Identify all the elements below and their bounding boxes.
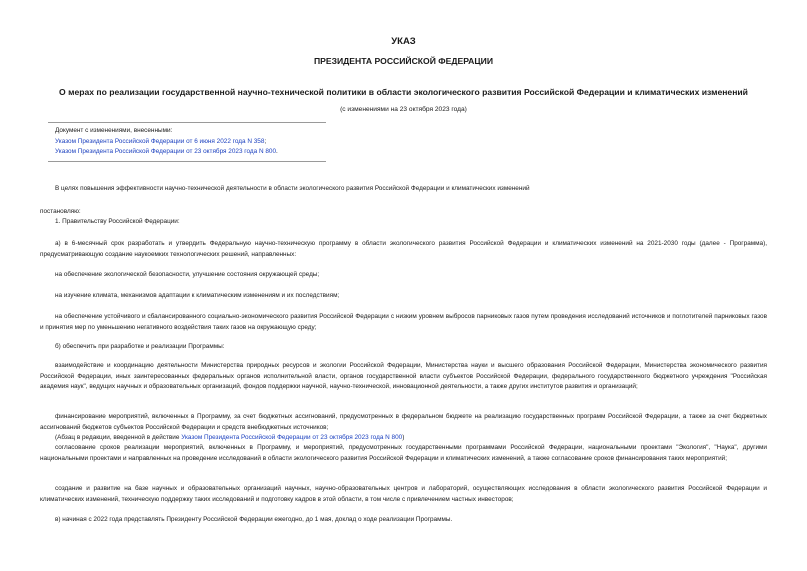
amendment-suffix: ) <box>402 434 405 441</box>
edition-note: (с изменениями на 23 октября 2023 года) <box>340 106 467 113</box>
link-decree-358[interactable]: Указом Президента Российской Федерации от 6 июня 2022 года N 358 <box>55 137 265 145</box>
president-heading: ПРЕЗИДЕНТА РОССИЙСКОЙ ФЕДЕРАЦИИ <box>313 56 494 66</box>
paragraph-schedule: согласование сроков реализации мероприятий, включенных в Программу, и мероприятий, предусмотренных государственными программами Российской Федерации, национальными проектами "Экология", "Наука", другими национальными проектами и направленных на проведение исследований в области экологического развития Российской Федерации и климатических изменений, а также согласование сроков финансирования таких мероприятий; <box>40 444 767 462</box>
changes-item-1 <box>55 137 326 148</box>
paragraph-item-1: 1. Правительству Российской Федерации: <box>55 218 180 225</box>
paragraph-financing: финансирование мероприятий, включенных в Программу, за счет бюджетных ассигнований, предусмотренных в федеральном бюджете на реализацию государственных программ Российской Федерации, а также за счет бюджетных ассигнований бюджетов субъектов Российской Федерации и средств внебюджетных источников; <box>40 413 767 431</box>
paragraph-coordination: взаимодействие и координацию деятельности Министерства природных ресурсов и экологии Российской Федерации, Министерства науки и высшего образования Российской Федерации, Министерства экономического развития Российской Федерации, иных заинтересованных федеральных органов исполнительной власти, органов государственной власти субъектов Российской Федерации, федерального государственного бюджетного учреждения "Российская академия наук", ведущих научных и образовательных организаций, фондов поддержки научной, научно-технической, инновационной деятельности, а также других институтов развития и организаций; <box>40 362 767 390</box>
paragraph-item-a: а) в 6-месячный срок разработать и утвердить Федеральную научно-техническую программу в области экологического развития Российской Федерации и климатических изменений на 2021-2030 годы (далее - Программа), предусматривающую создание наукоемких технологических решений, направленных: <box>40 240 767 258</box>
paragraph-item-v: в) начиная с 2022 года представлять Президенту Российской Федерации ежегодно, до 1 мая, доклад о ходе реализации Программы. <box>55 516 453 523</box>
paragraph-resolve: постановляю: <box>40 208 81 215</box>
changes-sep-2: . <box>276 148 278 155</box>
paragraph-centers: создание и развитие на базе научных и образовательных организаций научных, научно-образовательных центров и лабораторий, осуществляющих исследования в области экологического развития Российской Федерации и климатических изменений, техническую поддержку таких исследований и подготовку кадров в этой области, в том числе с привлечением частных инвесторов; <box>40 485 767 503</box>
changes-sep-1: ; <box>264 137 267 145</box>
paragraph-direction-3: на обеспечение устойчивого и сбалансированного социально-экономического развития Российской Федерации с низким уровнем выбросов парниковых газов путем проведения исследований источников и поглотителей парниковых газов и принятия мер по уменьшению негативного воздействия таких газов на окружающую среду; <box>40 313 767 331</box>
decree-heading: УКАЗ <box>391 36 416 47</box>
amendment-prefix: (Абзац в редакции, введенной в действие <box>55 434 182 441</box>
changes-item-2 <box>55 147 326 158</box>
document-title: О мерах по реализации государственной научно-технической политики в области экологического развития Российской Федерации и климатических изменений <box>59 87 748 97</box>
paragraph-direction-1: на обеспечение экологической безопасности, улучшение состояния окружающей среды; <box>55 271 320 278</box>
link-amendment-decree[interactable]: Указом Президента Российской Федерации от 23 октября 2023 года N 800 <box>181 434 403 441</box>
paragraph-preamble: В целях повышения эффективности научно-технической деятельности в области экологического развития Российской Федерации и климатических изменений <box>55 185 530 192</box>
paragraph-direction-2: на изучение климата, механизмов адаптации к климатическим изменениям и их последствиям; <box>55 292 340 299</box>
divider-bottom <box>48 161 326 162</box>
changes-intro: Документ с изменениями, внесенными: <box>55 127 173 134</box>
link-decree-800[interactable]: Указом Президента Российской Федерации от 23 октября 2023 года N 800 <box>55 148 276 155</box>
changes-box <box>48 122 326 162</box>
paragraph-item-b: б) обеспечить при разработке и реализации Программы: <box>55 343 225 350</box>
paragraph-amendment-note <box>40 433 767 444</box>
